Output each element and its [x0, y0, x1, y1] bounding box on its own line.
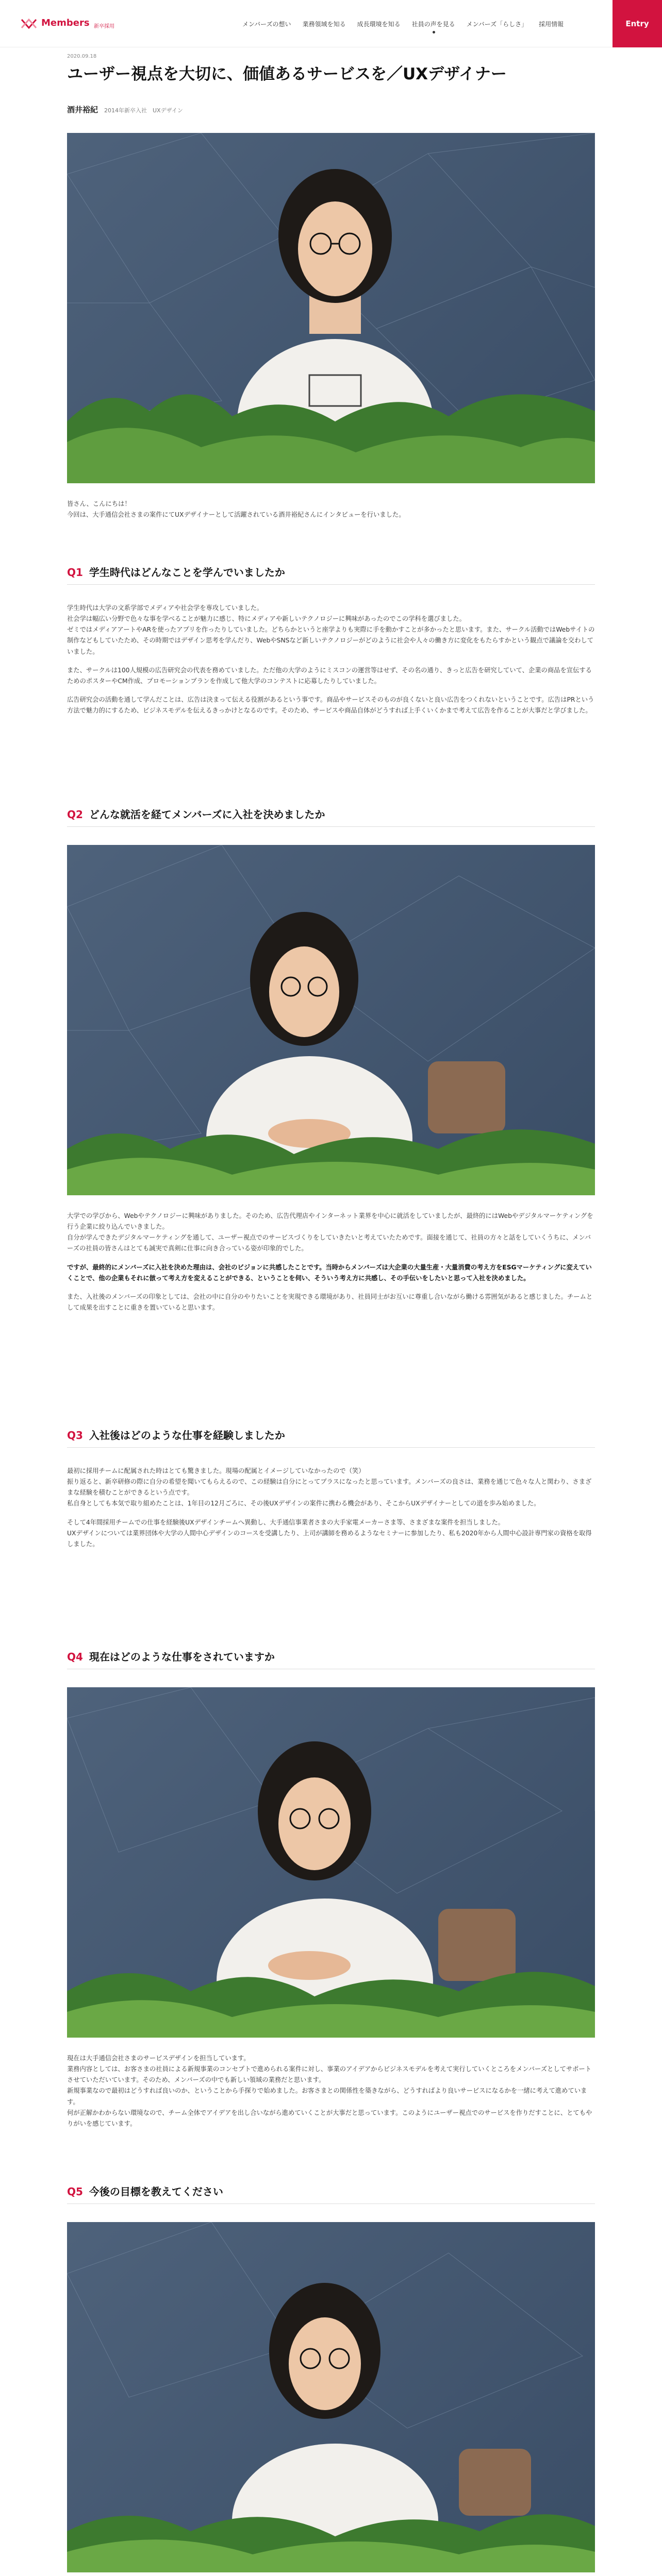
question-label: Q4	[67, 1651, 83, 1663]
question-label: Q5	[67, 2185, 83, 2198]
author-meta: 2014年新卒入社 UXデザイン	[104, 107, 183, 114]
answer-paragraph: 私自身としても本気で取り組めたことは、1年目の12月ごろに、その後UXデザインの案件に携わる機会があり、そこからUXデザイナーとしての道を歩み始めました。	[67, 1500, 540, 1507]
article-title: ユーザー視点を大切に、価値あるサービスを／UXデザイナー	[67, 65, 507, 83]
answer-paragraph: UXデザインについては業界団体や大学の人間中心デザインのコースを受講したり、上司が講師を務めるようなセミナーに参加したり、私も2020年から人間中心設計専門家の資格を取得しました。	[67, 1529, 592, 1548]
intro-line-1: 皆さん、こんにちは！	[67, 500, 131, 507]
answer-paragraph: ゼミではメディアアートやARを使ったアプリを作ったりしていました。どちらかというと座学よりも実際に手を動かすことが多かったと思います。また、サークル活動ではWebサイトの制作などもしていたため、その時期ではデザイン思考を学んだり、WebやSNSなど新しいテクノロジーがどのように社会や人々の働き方に変化をもたらすかという観点で議論を交わしていました。	[67, 626, 595, 655]
question-title: 入社後はどのような仕事を経験しましたか	[89, 1429, 285, 1442]
answer-paragraph: 広告研究会の活動を通して学んだことは、広告は決まって伝える役割があるという事です。商品やサービスそのものが良くないと良い広告をつくれないということです。広告はPRという方法で魅力的にするため、ビジネスモデルを伝えるきっかけとなるのです。そのため、サービスや商品自体がどうすれば上手くいくかまで考えて広告を作ることが大事だと学びました。	[67, 696, 594, 715]
answer-paragraph: 新規事業なので最初はどうすれば良いのか、ということから手探りで始めました。お客さまとの関係性を築きながら、どうすればより良いサービスになるかを一緒に考えて進めています。	[67, 2087, 587, 2106]
answer-paragraph: 何が正解かわからない環境なので、チーム全体でアイデアを出し合いながら進めていくことが大事だと思っています。このようにユーザー視点でのサービスを作りだすことに、とてもやりがいを感じています。	[67, 2109, 592, 2127]
question-label: Q3	[67, 1429, 83, 1442]
nav-item-business[interactable]: 業務領域を知る	[302, 20, 346, 28]
answer-paragraph: 自分が学んできたデジタルマーケティングを通して、ユーザー視点でのサービスづくりをしていきたいと考えていたためです。面接を通じて、社員の方々と話をしていくうちに、メンバーズの社員の皆さんはとても誠実で真剣に仕事に向き合っている姿が印象的でした。	[67, 1234, 591, 1252]
question-title: どんな就活を経てメンバーズに入社を決めましたか	[89, 808, 325, 821]
question-title: 学生時代はどんなことを学んでいましたか	[89, 566, 285, 579]
answer-paragraph: 学生時代は大学の文系学部でメディアや社会学を専攻していました。	[67, 604, 263, 612]
site-header	[0, 0, 662, 47]
nav-item-growth[interactable]: 成長環境を知る	[357, 20, 401, 28]
question-label: Q2	[67, 808, 83, 821]
question-title: 今後の目標を教えてください	[89, 2185, 223, 2198]
author-name: 酒井裕紀	[67, 105, 98, 114]
answer-q2	[67, 1211, 595, 1321]
question-heading-q5	[67, 2183, 595, 2204]
question-label: Q1	[67, 566, 83, 579]
answer-paragraph: 最初に採用チームに配属された時はとても驚きました。現場の配属とイメージしていなかったので（笑）	[67, 1467, 365, 1475]
answer-paragraph-emphasis: ですが、最終的にメンバーズに入社を決めた理由は、会社のビジョンに共感したことです。当時からメンバーズは大企業の大量生産・大量消費の考え方をESGマーケティングに変えていくことで、他の企業もそれに倣って考え方を変えることができる、ということを伺い、そういう考え方に共感し、その手伝いをしたいと思って入社を決めました。	[67, 1263, 592, 1282]
answer-paragraph: 業務内容としては、お客さまの社員による新規事業のコンセプトで進められる案件に対し、事業のアイデアからビジネスモデルを考えて実行していくところをメンバーズとしてサポートさせていただいています。そのため、メンバーズの中でも新しい領域の業務だと思います。	[67, 2065, 592, 2084]
answer-paragraph: 振り返ると、新卒研修の際に自分の希望を聞いてもらえるので、この経験は自分にとってプラスになったと思っています。メンバーズの良さは、業務を通じて色々な人と関わり、さまざまな経験を積むことができるという点です。	[67, 1478, 592, 1497]
answer-paragraph: そして4年間採用チームでの仕事を経験後UXデザインチームへ異動し、大手通信事業者さまの大手家電メーカーさま等、さまざまな案件を担当しました。	[67, 1518, 505, 1526]
answer-q3	[67, 1466, 595, 1557]
nav-item-culture[interactable]: メンバーズ「らしさ」	[466, 20, 528, 28]
question-heading-q4	[67, 1649, 595, 1669]
answer-paragraph: 現在は大手通信会社さまのサービスデザインを担当しています。	[67, 2055, 250, 2062]
entry-button[interactable]: Entry	[613, 0, 662, 47]
answer-paragraph: 社会学は幅広い分野で色々な事を学べることが魅力に感じ、特にメディアや新しいテクノロジーに興味があったのでこの学科を選びました。	[67, 615, 466, 623]
intro-line-2: 今回は、大手通信会社さまの案件にてUXデザイナーとして活躍されている酒井裕紀さんにインタビューを行いました。	[67, 511, 405, 519]
author-line	[67, 104, 183, 115]
interview-photo-1	[67, 133, 595, 483]
interview-photo-4	[67, 2222, 595, 2572]
logo-text[interactable]: Members	[41, 18, 90, 28]
members-logo-icon[interactable]	[21, 18, 38, 30]
question-title: 現在はどのような仕事をされていますか	[89, 1651, 275, 1663]
answer-paragraph: また、入社後のメンバーズの印象としては、会社の中に自分のやりたいことを実現できる環境があり、社員同士がお互いに尊重し合いながら働ける雰囲気があると感じました。チームとして成果を出すことに重きを置いていると思います。	[67, 1293, 593, 1311]
interview-photo-2	[67, 845, 595, 1195]
nav-item-philosophy[interactable]: メンバーズの想い	[242, 20, 291, 28]
answer-q4	[67, 2053, 595, 2137]
question-heading-q3	[67, 1427, 595, 1448]
answer-q1	[67, 603, 595, 724]
article-date: 2020.09.18	[67, 54, 97, 59]
nav-item-recruit[interactable]: 採用情報	[539, 20, 564, 28]
answer-paragraph: また、サークルは100人規模の広告研究会の代表を務めていました。ただ他の大学のようにミスコンの運営等はせず、その名の通り、きっと広告を研究していて、企業の商品を宣伝するためのポスターやCM作成、プロモーションプランを作成して他大学のコンテストに応募したりしていました。	[67, 666, 592, 685]
nav-item-voices[interactable]: 社員の声を見る	[411, 20, 455, 28]
question-heading-q1	[67, 564, 595, 585]
intro-text	[67, 499, 595, 528]
answer-paragraph: 大学での学びから、Webやテクノロジーに興味がありました。そのため、広告代理店やインターネット業界を中心に就活をしていましたが、最終的にはWebやデジタルマーケティングを行う企業に絞り込んでいきました。	[67, 1212, 593, 1231]
global-nav	[242, 0, 564, 47]
interview-photo-3	[67, 1687, 595, 2038]
question-heading-q2	[67, 806, 595, 827]
logo-subtitle: 新卒採用	[94, 24, 114, 29]
